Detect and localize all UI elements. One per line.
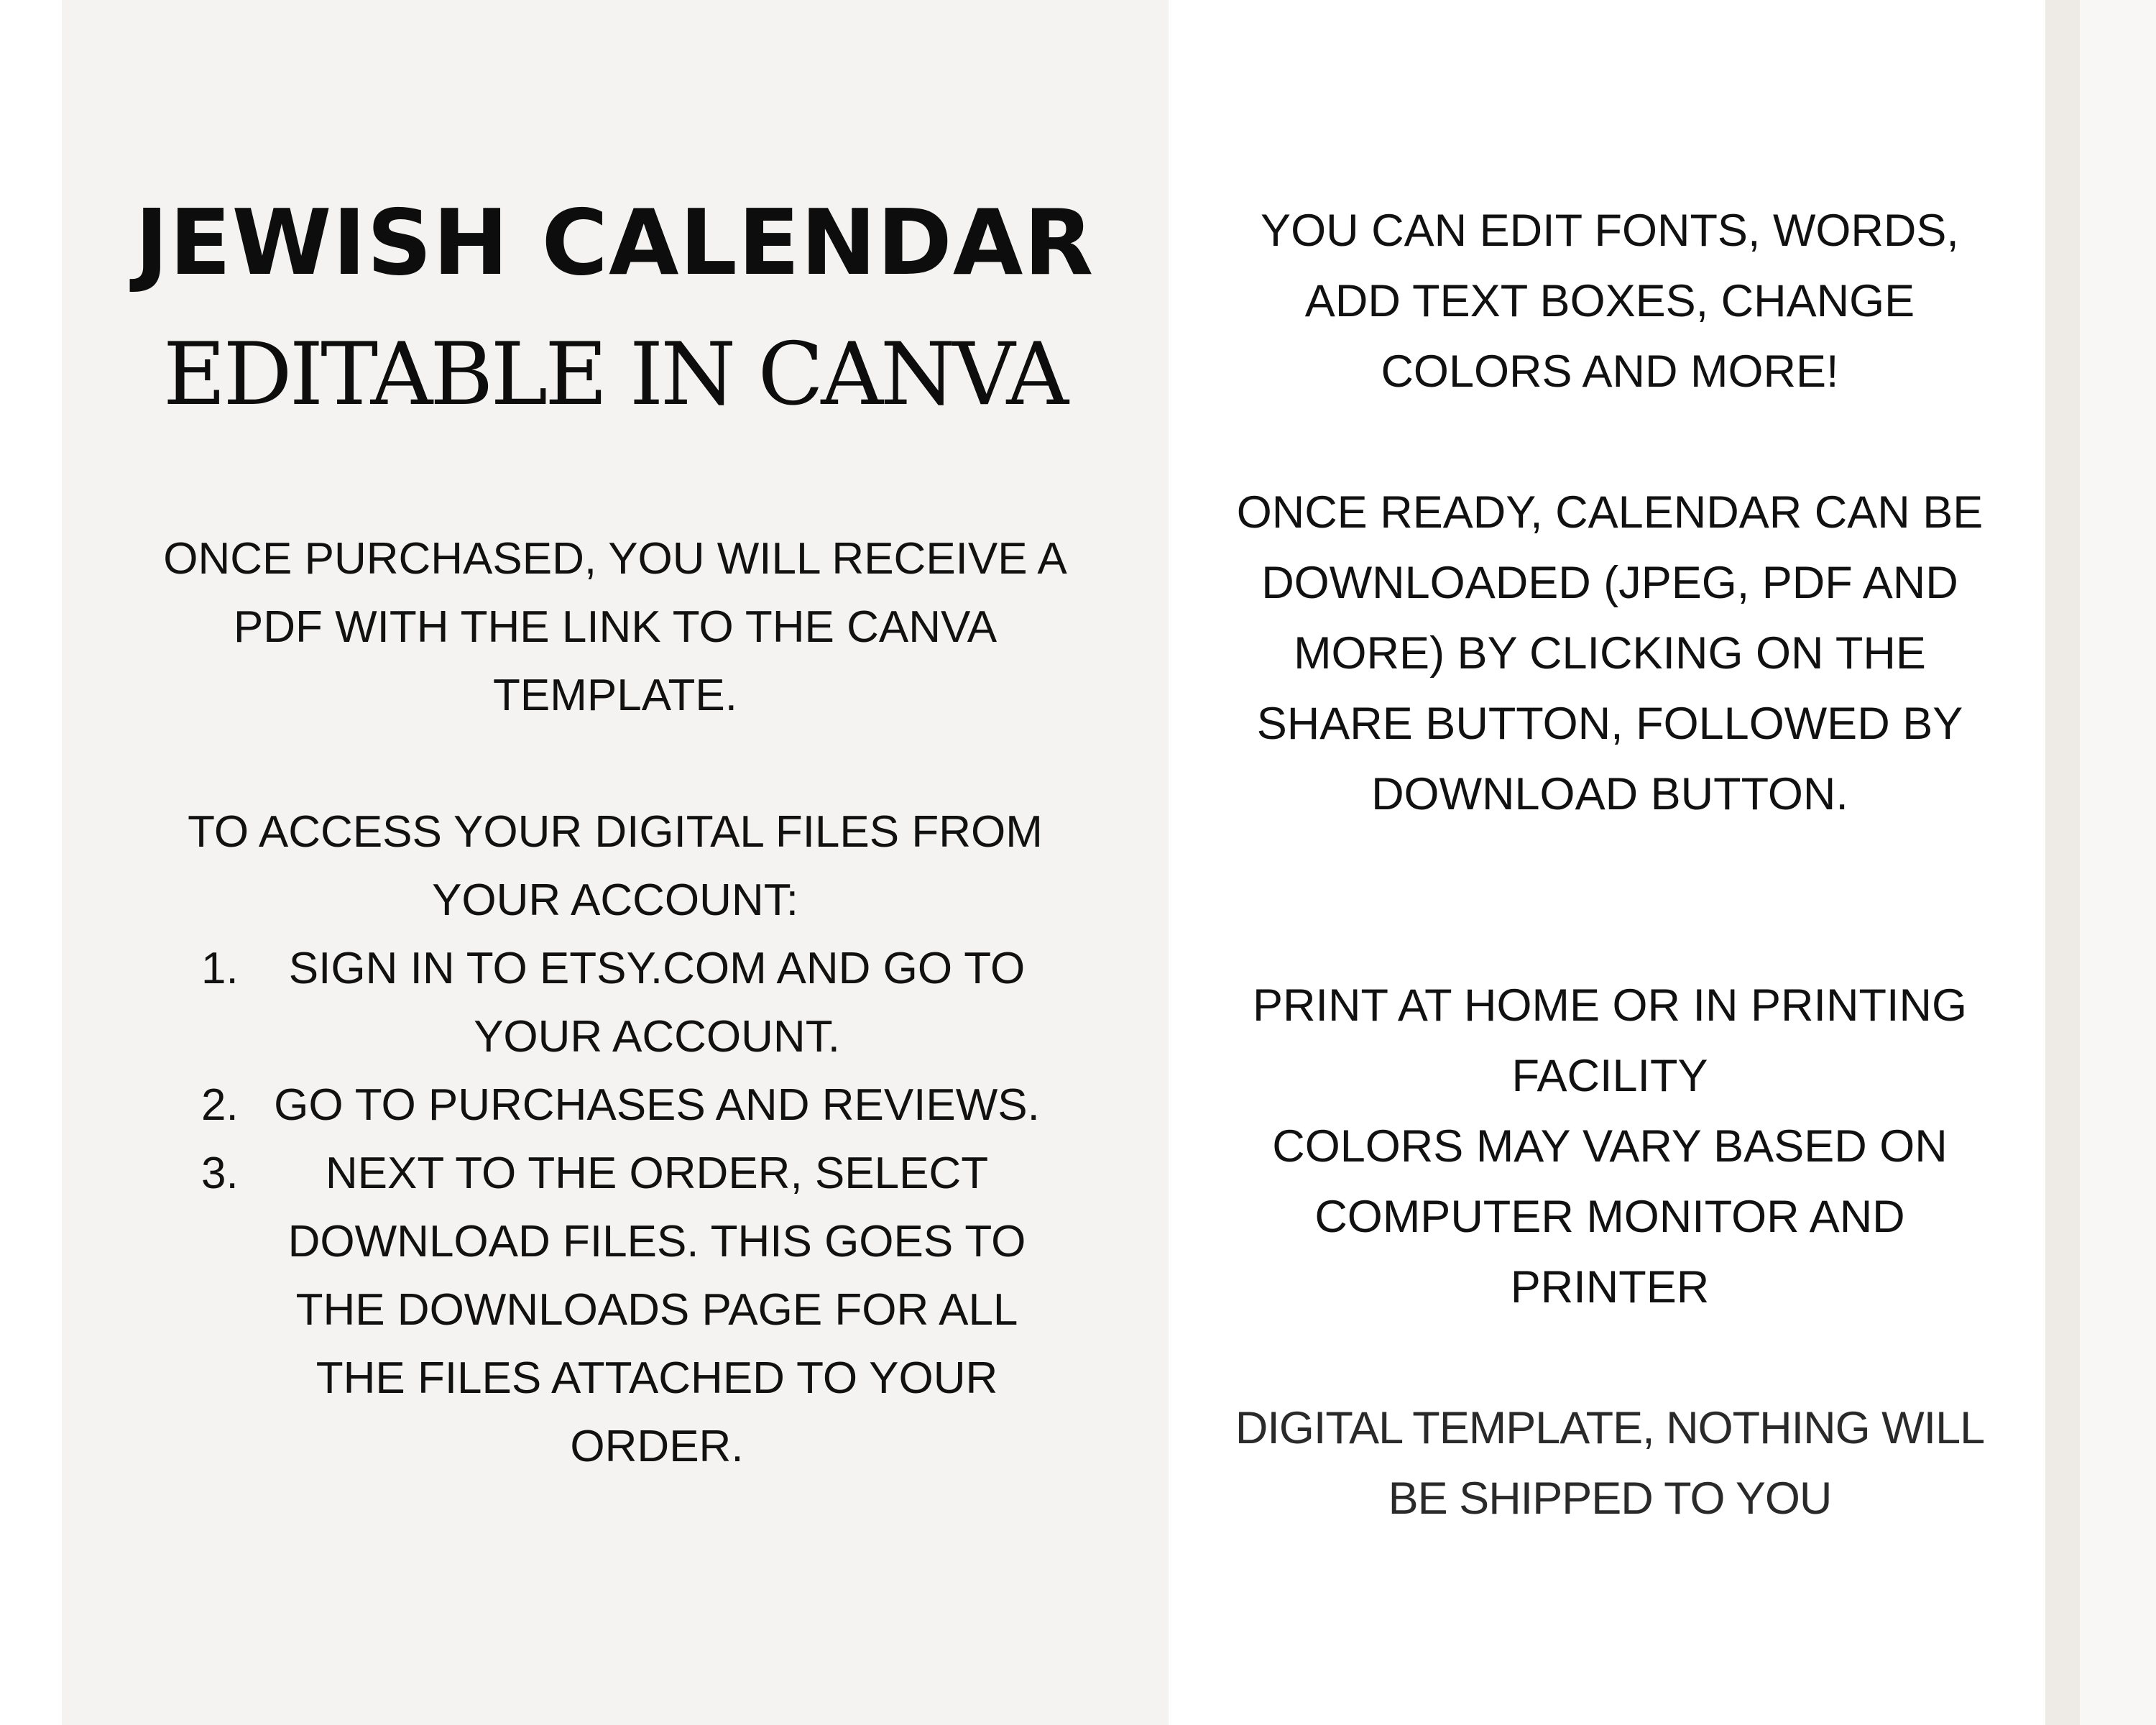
right-margin-strip bbox=[2080, 0, 2156, 1725]
beige-divider-strip bbox=[2045, 0, 2080, 1725]
step-text: NEXT TO THE ORDER, SELECT DOWNLOAD FILES. THIS GOES TO THE DOWNLOADS PAGE FOR ALL THE FILES ATTACHED TO YOUR ORDER. bbox=[287, 1149, 1026, 1471]
step-number: 3. bbox=[201, 1149, 239, 1198]
access-step-2 bbox=[155, 1071, 1075, 1139]
download-info-text: ONCE READY, CALENDAR CAN BE DOWNLOADED (JPEG, PDF AND MORE) BY CLICKING ON THE SHARE BUTTON, FOLLOWED BY DOWNLOAD BUTTON. bbox=[1236, 487, 1984, 819]
shipping-note-text: DIGITAL TEMPLATE, NOTHING WILL BE SHIPPED TO YOU bbox=[1235, 1403, 1985, 1524]
access-step-1 bbox=[155, 934, 1075, 1071]
print-info-text: PRINT AT HOME OR IN PRINTING FACILITY bbox=[1252, 980, 1968, 1101]
access-step-3 bbox=[155, 1139, 1075, 1481]
print-info-block bbox=[1222, 970, 1998, 1322]
step-text: SIGN IN TO ETSY.COM AND GO TO YOUR ACCOUNT. bbox=[288, 944, 1026, 1062]
color-note-text: COLORS MAY VARY BASED ON COMPUTER MONITOR AND PRINTER bbox=[1272, 1121, 1948, 1312]
page-subtitle: EDITABLE IN CANVA bbox=[162, 325, 1067, 425]
access-steps-list bbox=[155, 934, 1075, 1481]
purchase-info-text: ONCE PURCHASED, YOU WILL RECEIVE A PDF WITH THE LINK TO THE CANVA TEMPLATE. bbox=[163, 534, 1067, 720]
access-instructions-intro: TO ACCESS YOUR DIGITAL FILES FROM YOUR ACCOUNT: bbox=[188, 807, 1043, 925]
left-margin-strip bbox=[0, 0, 62, 1725]
page-title: JEWISH CALENDAR bbox=[134, 190, 1095, 295]
step-number: 1. bbox=[201, 944, 239, 993]
edit-info-text: YOU CAN EDIT FONTS, WORDS, ADD TEXT BOXES, CHANGE COLORS AND MORE! bbox=[1261, 206, 1959, 397]
step-number: 2. bbox=[201, 1080, 239, 1130]
step-text: GO TO PURCHASES AND REVIEWS. bbox=[274, 1080, 1040, 1130]
